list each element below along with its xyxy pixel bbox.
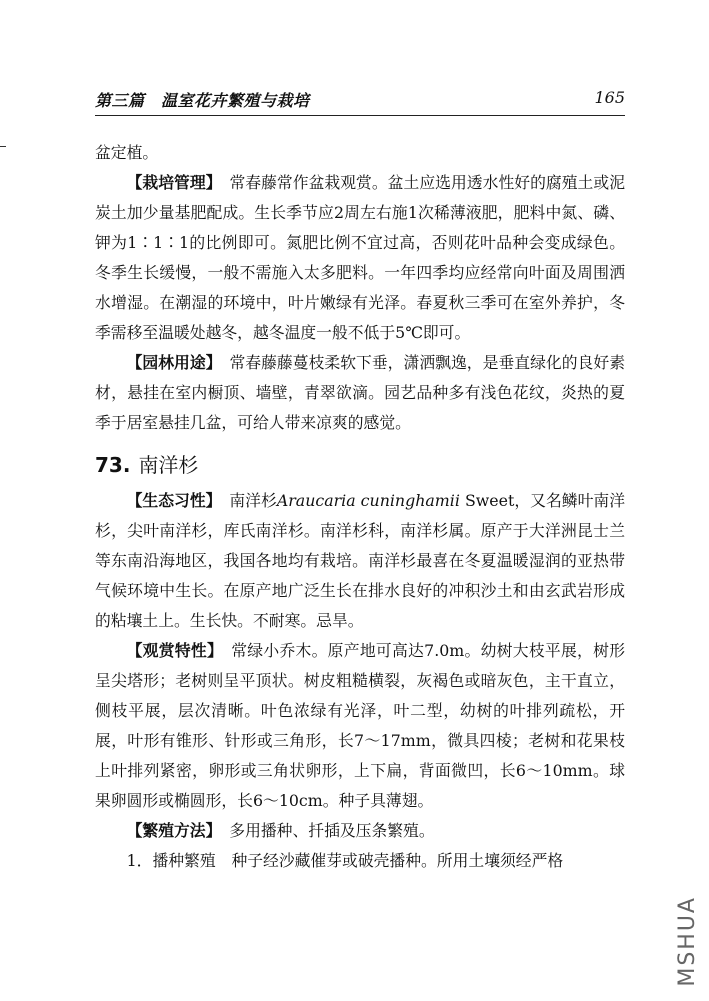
latin-name: Araucaria cuninghamii bbox=[276, 491, 460, 510]
section-heading bbox=[95, 448, 625, 482]
paragraph-label: 【观赏特性】 bbox=[126, 641, 216, 660]
paragraph-label: 【栽培管理】 bbox=[126, 173, 214, 192]
section-number: 73. bbox=[95, 453, 131, 477]
section-title-text: 南洋杉 bbox=[138, 453, 199, 477]
paragraph-ecology bbox=[95, 486, 625, 636]
header-rule bbox=[95, 115, 625, 116]
paragraph-label: 1．播种繁殖 bbox=[126, 851, 216, 870]
paragraph-landscape-use bbox=[95, 348, 625, 438]
chapter-title: 第三篇 温室花卉繁殖与栽培 bbox=[95, 91, 310, 110]
paragraph-label: 【繁殖方法】 bbox=[126, 821, 214, 840]
paragraph-body: 常绿小乔木。原产地可高达7.0m。幼树大枝平展，树形呈尖塔形；老树则呈平顶状。树皮粗糙横裂，灰褐色或暗灰色，主干直立，侧枝平展，层次清晰。叶色浓绿有光泽，叶二型，幼树的叶排列疏松，开展，叶形有锥形、针形或三角形，长7～17mm，微具四棱；老树和花果枝上叶排列紧密，卵形或三角状卵形，上下扁，背面微凹，长6～10mm。球果卵圆形或椭圆形，长6～10cm。种子具薄翅。 bbox=[95, 641, 625, 810]
paragraph-ornamental bbox=[95, 636, 625, 816]
paragraph-body: 种子经沙藏催芽或破壳播种。所用土壤须经严格 bbox=[215, 851, 564, 870]
paragraph-label: 【生态习性】 bbox=[126, 491, 214, 510]
paragraph-continuation: 盆定植。 bbox=[95, 143, 159, 162]
margin-mark bbox=[0, 146, 6, 147]
body-text bbox=[95, 138, 625, 876]
running-header bbox=[95, 88, 625, 114]
page-number: 165 bbox=[594, 88, 625, 107]
paragraph-label: 【园林用途】 bbox=[126, 353, 214, 372]
paragraph-seed-propagation bbox=[95, 846, 625, 876]
paragraph-body: 南洋杉 bbox=[213, 491, 277, 510]
paragraph-body: 常春藤藤蔓枝柔软下垂，潇洒飘逸，是垂直绿化的良好素材，悬挂在室内橱顶、墙壁，青翠欲滴。园艺品种多有浅色花纹，炎热的夏季于居室悬挂几盆，可给人带来凉爽的感觉。 bbox=[95, 353, 625, 432]
paragraph-body: Sweet，又名鳞叶南洋杉，尖叶南洋杉，库氏南洋杉。南洋杉科，南洋杉属。原产于大洋洲昆士兰等东南沿海地区，我国各地均有栽培。南洋杉最喜在冬夏温暖湿润的亚热带气候环境中生长。在原产地广泛生长在排水良好的冲积沙土和由玄武岩形成的粘壤土上。生长快。不耐寒。忌旱。 bbox=[95, 491, 625, 630]
paragraph-cultivation bbox=[95, 168, 625, 348]
paragraph-propagation bbox=[95, 816, 625, 846]
watermark: MSHUA bbox=[675, 896, 700, 987]
paragraph-body: 常春藤常作盆栽观赏。盆土应选用透水性好的腐殖土或泥炭土加少量基肥配成。生长季节应2周左右施1次稀薄液肥，肥料中氮、磷、钾为1∶1∶1的比例即可。氮肥比例不宜过高，否则花叶品种会变成绿色。冬季生长缓慢，一般不需施入太多肥料。一年四季均应经常向叶面及周围洒水增湿。在潮湿的环境中，叶片嫩绿有光泽。春夏秋三季可在室外养护，冬季需移至温暖处越冬，越冬温度一般不低于5℃即可。 bbox=[95, 173, 625, 342]
paragraph-body: 多用播种、扦插及压条繁殖。 bbox=[213, 821, 435, 840]
